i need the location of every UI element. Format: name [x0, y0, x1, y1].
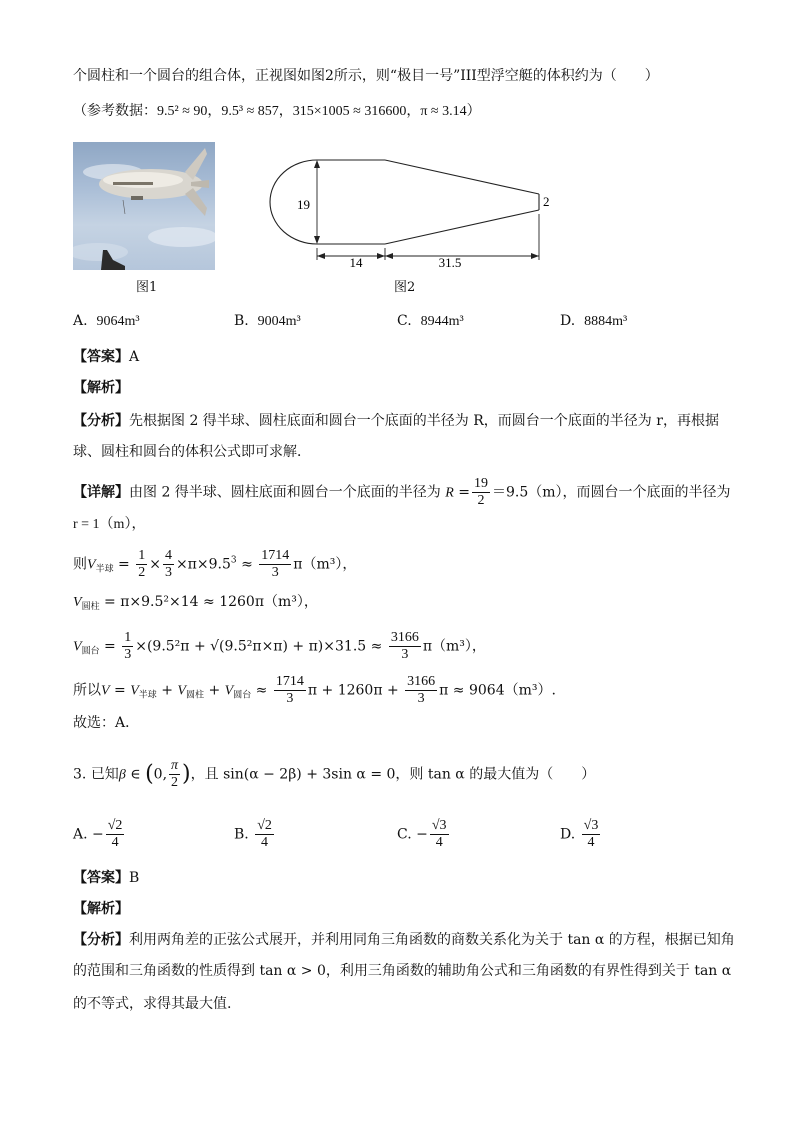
fenxi-line-1: 【分析】先根据图 2 得半球、圆柱底面和圆台一个底面的半径为 R，而圆台一个底面的半径为 r，再根据 — [73, 413, 719, 429]
left-length-label: 14 — [349, 255, 363, 268]
q3-fenxi-line-1: 【分析】利用两角差的正弦公式展开，并利用同角三角函数的商数关系化为关于 tan α 的方程，根据已知角 — [73, 932, 735, 948]
frustum-top-edge — [385, 160, 539, 194]
fenxi-line-2: 球、圆柱和圆台的体积公式即可求解． — [73, 444, 311, 460]
right-length-label: 31.5 — [438, 255, 462, 268]
tip-label: 2 — [543, 194, 550, 209]
option-c[interactable]: C. 8944m³ — [397, 313, 464, 329]
answer-line: 【答案】A — [73, 349, 140, 365]
option-d[interactable]: D. 8884m³ — [560, 313, 628, 329]
q3-fenxi-line-3: 的不等式，求得其最大值. — [73, 996, 232, 1012]
airship-photo — [73, 142, 215, 270]
cylinder-volume-line: $V_{圆柱} = \pi\times 9.5^2\times 14 \approx 1260\pi(m^3)$， — [73, 594, 318, 612]
question-tail: 个圆柱和一个圆台的组合体，正视图如图2所示，则“极目一号”III型浮空艇的体积约为（ ） — [73, 68, 659, 84]
q3-fenxi-line-2: 的范围和三角函数的性质得到 tan α > 0，利用三角函数的辅助角公式和三角函数的有界性得到关于 tan α — [73, 963, 732, 979]
r-value-line: r = 1（m）， — [73, 517, 146, 532]
choose-line: 故选：A． — [73, 715, 140, 731]
xiangjie-line-1: 【详解】由图 2 得半球、圆柱底面和圆台一个底面的半径为 R = $\frac{19}{2}$ ＝9.5（m），而圆台一个底面的半径为 — [73, 476, 731, 508]
q3-stem: 3. 已知β ∈ (0, $\frac{\pi}{2}$ )，且 sin(α − 2β) + 3sin α = 0，则 tan α 的最大值为（ ） — [73, 758, 596, 790]
q3-answer-line: 【答案】B — [73, 870, 140, 886]
frustum-bottom-edge — [385, 210, 539, 244]
frustum-volume-line: $V_{圆台}$ = $\frac{1}{3}$ ×(9.5²π + √(9.5²π×π) + π)×31.5 ≈ $\frac{3166}{3}$ π（m³）， — [73, 630, 486, 662]
reference-data: （参考数据：9.5² ≈ 90，9.5³ ≈ 857，315×1005 ≈ 316600，π ≈ 3.14） — [73, 104, 481, 119]
front-view-diagram — [260, 148, 560, 268]
q3-option-b[interactable]: B. $\frac{√2}{4}$ — [234, 818, 272, 850]
height-label: 19 — [297, 197, 310, 212]
option-b[interactable]: B. 9004m³ — [234, 313, 301, 329]
figure1-caption: 图1 — [136, 280, 158, 295]
q3-option-d[interactable]: D. $\frac{√3}{4}$ — [560, 818, 599, 850]
airship-illustration — [73, 142, 215, 270]
total-volume-line: 所以$V = V_{半球} + V_{圆柱} + V_{圆台}$ ≈ $\frac{1714}{3}$ π + 1260π + $\frac{3166}{3}$ π ≈ 9064（m³）. — [73, 674, 556, 706]
q3-analysis-heading: 【解析】 — [73, 901, 129, 917]
q3-option-c[interactable]: C. − $\frac{√3}{4}$ — [397, 818, 447, 850]
figure2-caption: 图2 — [394, 280, 416, 295]
q3-option-a[interactable]: A. − $\frac{√2}{4}$ — [73, 818, 123, 850]
fraction-19-over-2: $\frac{19}{2}$ — [474, 476, 489, 508]
analysis-heading: 【解析】 — [73, 380, 129, 396]
hemisphere-volume-line: 则$V_{半球}$ = $\frac{1}{2}$ × $\frac{4}{3}$ $\times\pi\times 9.5^3$ ≈ $\frac{1714}{3}$ π（m³）， — [73, 548, 357, 580]
option-a[interactable]: A. 9064m³ — [73, 313, 140, 329]
